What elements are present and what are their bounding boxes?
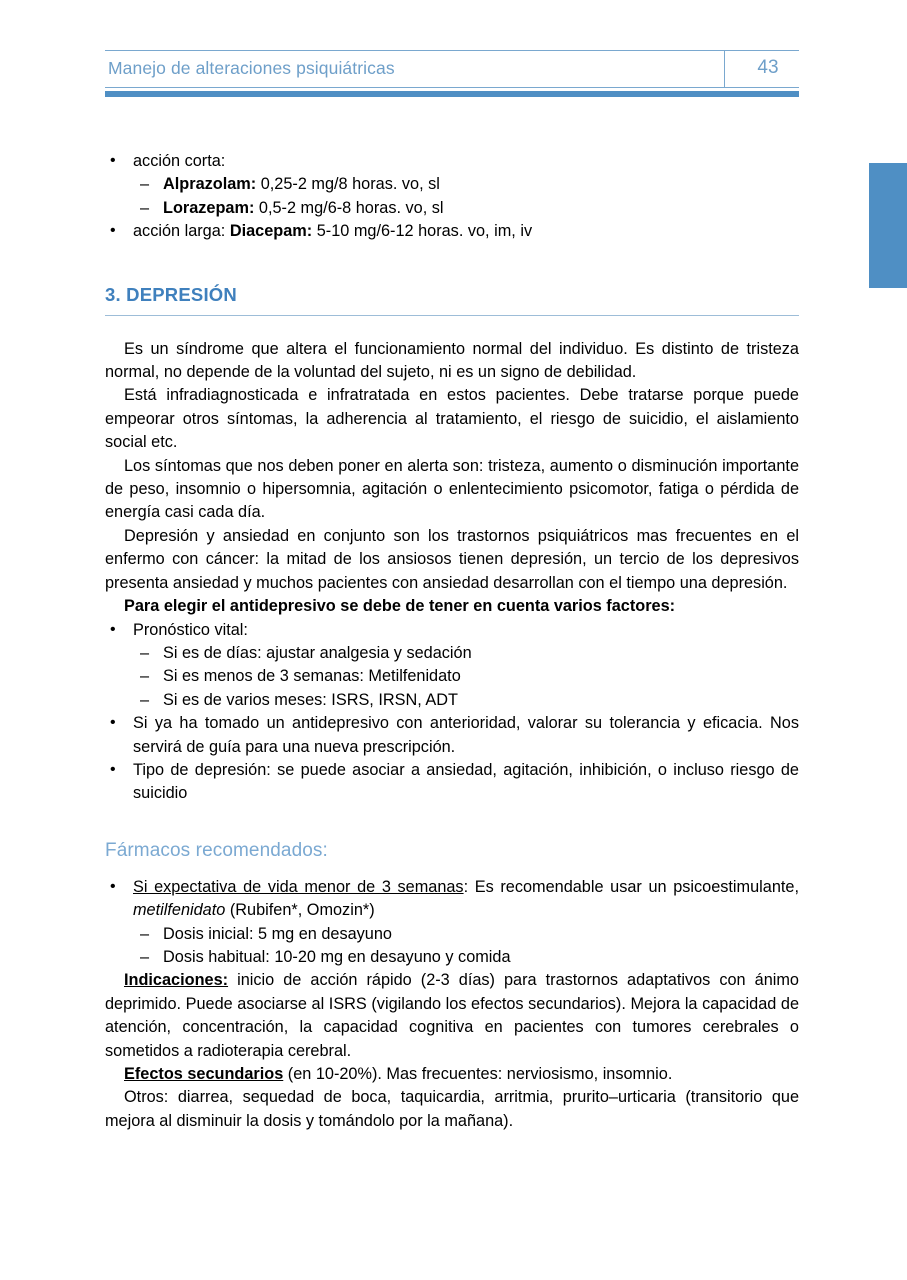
drug-name: Diacepam: — [229, 222, 313, 241]
drug-dose: 0,5-2 mg/6-8 horas. vo, sl — [254, 198, 444, 217]
subsection-heading: Fármacos recomendados: — [105, 839, 328, 861]
factors-lead — [105, 595, 799, 618]
list-item — [105, 712, 799, 759]
paragraph: Es un síndrome que altera el funcionamiento normal del individuo. Es distinto de tristeza normal, no depende de la voluntad del sujeto, ni es un signo de debilidad. — [105, 339, 799, 382]
list-item-label: Dosis inicial: 5 mg en desayuno — [163, 924, 392, 943]
indications-paragraph — [105, 969, 799, 1063]
drug-name-italic: metilfenidato — [133, 901, 226, 920]
list-item — [105, 665, 799, 688]
dosing-sublist — [105, 923, 799, 970]
page-number: 43 — [757, 57, 779, 78]
page-content — [105, 150, 799, 1133]
drug-name: Alprazolam: — [163, 175, 257, 194]
list-item — [105, 946, 799, 969]
drug-name: Lorazepam: — [163, 198, 255, 217]
list-item-label: Pronóstico vital: — [133, 620, 248, 639]
list-item-label: Tipo de depresión: se puede asociar a ansiedad, agitación, inhibición, o incluso riesgo de suicidio — [133, 760, 799, 803]
list-item-label: Si es de varios meses: ISRS, IRSN, ADT — [163, 690, 458, 709]
list-item-label: Si es menos de 3 semanas: Metilfenidato — [163, 667, 461, 686]
factors-list-continued — [105, 712, 799, 806]
list-item — [105, 619, 799, 642]
list-item — [105, 689, 799, 712]
indications-label: Indicaciones: — [124, 971, 229, 990]
list-item — [105, 150, 799, 173]
recommended-drugs-list — [105, 876, 799, 923]
brand-names: (Rubifen*, Omozin*) — [225, 901, 375, 920]
short-acting-list — [105, 150, 799, 173]
header-rule — [105, 91, 799, 97]
list-item — [105, 923, 799, 946]
header-separator — [724, 51, 725, 87]
list-item — [105, 220, 799, 243]
list-item-text: : Es recomendable usar un psicoestimulante, — [463, 877, 799, 896]
indications-text: inicio de acción rápido (2-3 días) para trastornos adaptativos con ánimo deprimido. Puede asociarse al ISRS (vigilando los efectos secundarios). Mejora la capacidad de atención, concentración, la capacidad cognitiva en pacientes con tumores cerebrales o sometidos a radioterapia cerebral. — [105, 971, 799, 1060]
factors-list — [105, 619, 799, 642]
paragraph: Está infradiagnosticada e infratratada en estos pacientes. Debe tratarse porque puede empeorar otros síntomas, la adherencia al tratamiento, el riesgo de suicidio, el aislamiento social etc. — [105, 386, 799, 452]
side-effects-text: (en 10-20%). Mas frecuentes: nerviosismo, insomnio. — [283, 1065, 673, 1083]
drug-dose: 5-10 mg/6-12 horas. vo, im, iv — [312, 222, 533, 241]
factors-lead-text: Para elegir el antidepresivo se debe de tener en cuenta varios factores: — [124, 597, 676, 616]
section-heading: 3. DEPRESIÓN — [105, 284, 799, 316]
short-acting-sublist — [105, 173, 799, 220]
list-item-label: Dosis habitual: 10-20 mg en desayuno y comida — [163, 947, 511, 966]
paragraph: Los síntomas que nos deben poner en alerta son: tristeza, aumento o disminución importante de peso, insomnio o hipersomnia, agitación o enlentecimiento psicomotor, fatiga o pérdida de energía casi cada día. — [105, 456, 799, 522]
list-item-prefix: acción larga: — [133, 222, 230, 241]
other-effects-paragraph: Otros: diarrea, sequedad de boca, taquicardia, arritmia, prurito–urticaria (transitorio que mejora al disminuir la dosis y tomándolo por la mañana). — [105, 1088, 799, 1130]
list-item — [105, 876, 799, 923]
list-item — [105, 197, 799, 220]
list-item-label: acción corta: — [133, 152, 226, 170]
list-item — [105, 173, 799, 196]
side-effects-label: Efectos secundarios — [124, 1065, 284, 1083]
prognosis-sublist — [105, 642, 799, 712]
side-effects-paragraph — [105, 1063, 799, 1086]
long-acting-list — [105, 220, 799, 243]
list-item — [105, 759, 799, 806]
paragraph: Depresión y ansiedad en conjunto son los trastornos psiquiátricos mas frecuentes en el enfermo con cáncer: la mitad de los ansiosos tienen depresión, un tercio de los depresivos presenta ansiedad y muchos pacientes con ansiedad desarrollan con el tiempo una depresión. — [105, 526, 799, 592]
list-item-label: Si es de días: ajustar analgesia y sedación — [163, 643, 472, 662]
list-item-label: Si ya ha tomado un antidepresivo con anterioridad, valorar su tolerancia y eficacia. Nos servirá de guía para una nueva prescripción. — [133, 714, 799, 756]
header-title: Manejo de alteraciones psiquiátricas — [108, 58, 395, 78]
list-item — [105, 642, 799, 665]
life-expectancy-condition: Si expectativa de vida menor de 3 semanas — [133, 877, 464, 896]
running-header — [105, 50, 799, 88]
thumb-index-tab — [869, 163, 907, 288]
drug-dose: 0,25-2 mg/8 horas. vo, sl — [256, 175, 440, 194]
